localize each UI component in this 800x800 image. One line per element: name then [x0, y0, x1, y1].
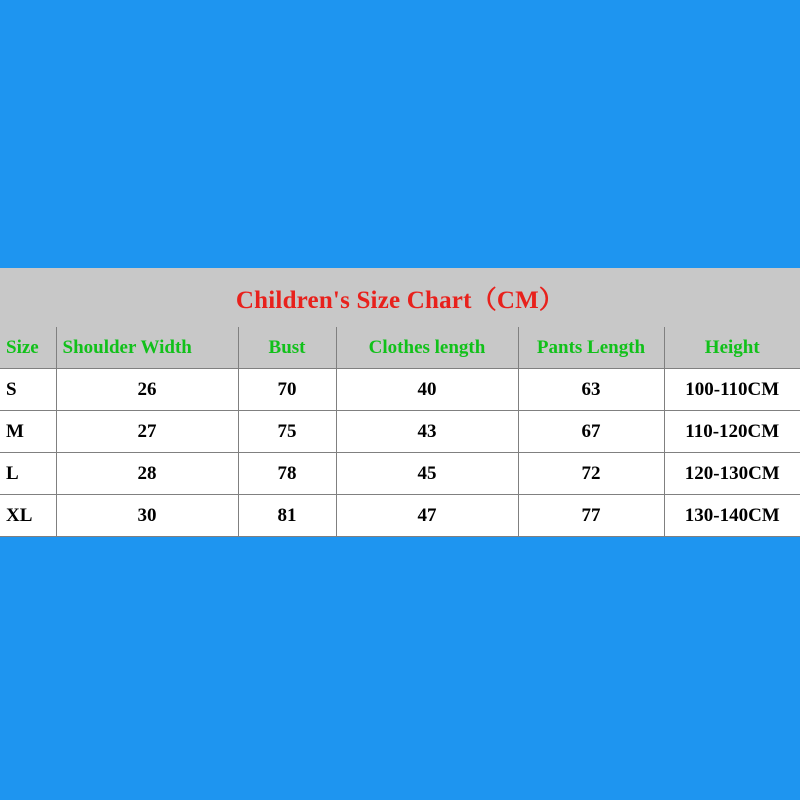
table-header: [0, 327, 800, 369]
cell-clothes-length: 43: [336, 411, 518, 453]
cell-pants-length: 77: [518, 495, 664, 537]
cell-clothes-length: 40: [336, 369, 518, 411]
cell-height: 110-120CM: [664, 411, 800, 453]
column-header-pants-length: Pants Length: [518, 327, 664, 369]
table-row: [0, 411, 800, 453]
cell-clothes-length: 45: [336, 453, 518, 495]
cell-size: L: [0, 453, 56, 495]
size-chart-panel: [0, 268, 800, 537]
column-header-size: Size: [0, 327, 56, 369]
cell-pants-length: 63: [518, 369, 664, 411]
table-row: [0, 453, 800, 495]
column-header-height: Height: [664, 327, 800, 369]
cell-clothes-length: 47: [336, 495, 518, 537]
cell-shoulder-width: 28: [56, 453, 238, 495]
cell-shoulder-width: 30: [56, 495, 238, 537]
cell-size: XL: [0, 495, 56, 537]
table-body: [0, 369, 800, 537]
table-row: [0, 369, 800, 411]
cell-bust: 78: [238, 453, 336, 495]
cell-pants-length: 72: [518, 453, 664, 495]
cell-pants-length: 67: [518, 411, 664, 453]
cell-height: 130-140CM: [664, 495, 800, 537]
cell-height: 100-110CM: [664, 369, 800, 411]
column-header-shoulder-width: Shoulder Width: [56, 327, 238, 369]
table-row: [0, 495, 800, 537]
cell-bust: 70: [238, 369, 336, 411]
cell-bust: 81: [238, 495, 336, 537]
table-header-row: [0, 327, 800, 369]
column-header-clothes-length: Clothes length: [336, 327, 518, 369]
cell-shoulder-width: 26: [56, 369, 238, 411]
cell-bust: 75: [238, 411, 336, 453]
chart-title: Children's Size Chart（CM）: [0, 268, 800, 327]
column-header-bust: Bust: [238, 327, 336, 369]
cell-size: S: [0, 369, 56, 411]
cell-size: M: [0, 411, 56, 453]
cell-height: 120-130CM: [664, 453, 800, 495]
cell-shoulder-width: 27: [56, 411, 238, 453]
size-chart-table: [0, 327, 800, 537]
